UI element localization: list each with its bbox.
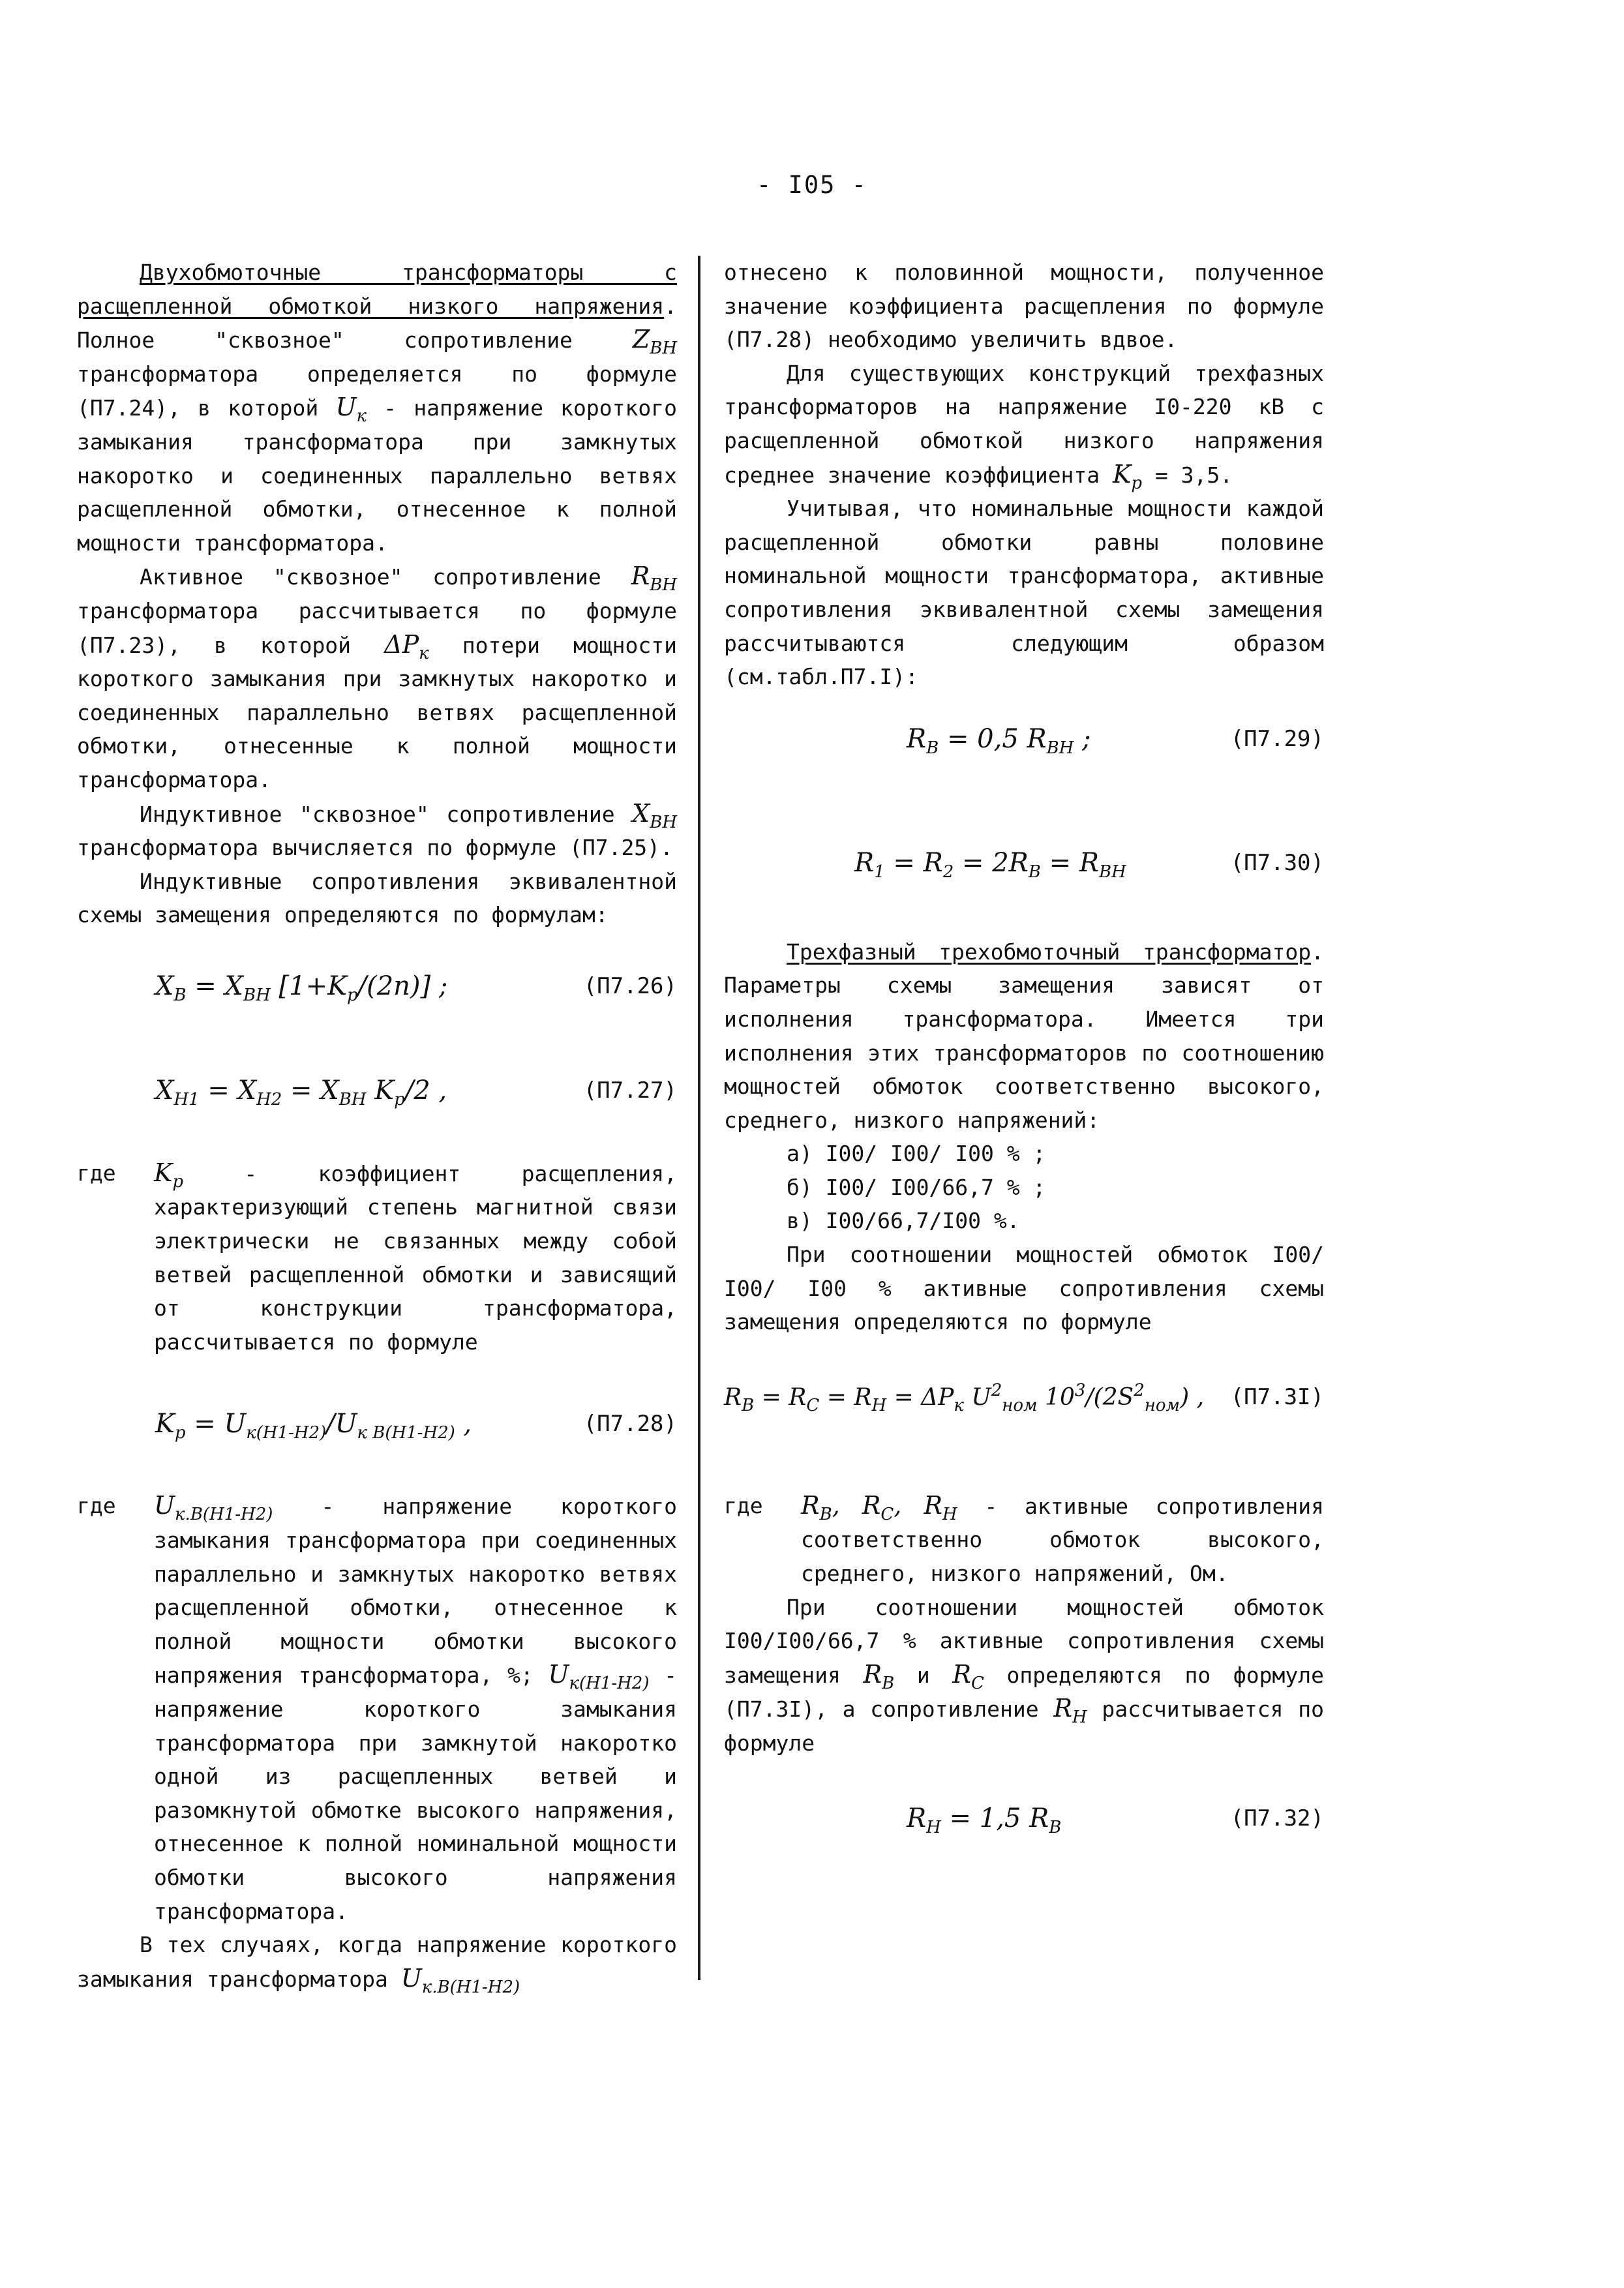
symbol-u-k: $U_к$ [335, 393, 367, 427]
formula-p7-31-expr: $R_В = R_С = R_Н = \Delta P_к$ $U^2_{ном}$ $10^3/(2S^2_{ном})$ , [724, 1381, 1205, 1416]
symbol-k-p: $K_р$ [154, 1158, 184, 1192]
paragraph-inductive-resistance: Индуктивное "сквозное" сопротивление $X_{ВН}$ трансформатора вычисляется по формуле (П7.25). [77, 798, 677, 861]
paragraph-equivalent-inductive: Индуктивные сопротивления эквивалентной схемы замещения определяются по формулам: [77, 868, 677, 928]
formula-p7-27 [77, 1059, 677, 1124]
formula-p7-28-expr: $K_р = U_{к(Н1-Н2)}/U_{к В(Н1-Н2)}$ , [155, 1408, 472, 1443]
formula-p7-26-number: (П7.26) [583, 973, 677, 1000]
left-column [77, 256, 677, 1996]
list-item: в) I00/66,7/I00 %. [787, 1208, 1020, 1234]
symbol-uk-b: $U_{к.В(Н1-Н2)}$ [154, 1491, 273, 1525]
paragraph-three-winding: Трехфазный трехобмоточный трансформатор. Параметры схемы замещения зависят от исполнения трансформатора. Имеется три исполнения этих трансформаторов по соотношению мощностей обмоток соответственно высокого, среднего, низкого напряжений: [724, 939, 1324, 1133]
page-number: - I05 - [757, 171, 867, 199]
paragraph-half-power: отнесено к половинной мощности, полученное значение коэффициента расщепления по формуле (П7.28) необходимо увеличить вдвое. [724, 260, 1324, 353]
formula-p7-30-expr: $R_1 = R_2 = 2R_В = R_{ВН}$ [854, 847, 1126, 882]
symbol-z-bn: $Z_{ВН}$ [632, 325, 677, 359]
where-r-definition: где $R_В$, $R_С$, $R_Н$ - активные сопротивления соответственно обмоток высокого, среднего, низкого напряжений, Ом. [724, 1490, 1324, 1587]
paragraph-in-cases: В тех случаях, когда напряжение короткого замыкания трансформатора $U_{к.В(Н1-Н2)}$ [77, 1932, 677, 1997]
formula-p7-32 [724, 1786, 1324, 1852]
formula-p7-29-expr: $R_В = 0,5$ $R_{ВН}$ ; [907, 723, 1091, 758]
formula-p7-31 [724, 1365, 1324, 1430]
where-kp-definition: где $K_р$ - коэффициент расщепления, характеризующий степень магнитной связи электрически не связанных между собой ветвей расщепленной обмотки и зависящий от конструкции трансформатора, рассчитывается по формуле [77, 1158, 677, 1355]
symbol-x-bn: $X_{ВН}$ [632, 798, 677, 832]
formula-p7-32-expr: $R_Н = 1,5$ $R_В$ [907, 1803, 1062, 1837]
symbol-uk-h1h2: $U_{к(Н1-Н2)}$ [548, 1660, 650, 1694]
right-column [724, 256, 1324, 1852]
symbol-r-b-c-h: $R_В$, $R_С$, $R_Н$ [801, 1490, 957, 1524]
formula-p7-30 [724, 831, 1324, 896]
formula-p7-26-expr: $X_В = X_{ВН}$ $[1+K_р/(2n)]$ ; [155, 971, 448, 1006]
paragraph-ratio-100: При соотношении мощностей обмоток I00/ I00/ I00 % активные сопротивления схемы замещения определяются по формуле [724, 1242, 1324, 1335]
list-item: а) I00/ I00/ I00 % ; [787, 1141, 1046, 1167]
formula-p7-27-expr: $X_{Н1} = X_{Н2} = X_{ВН}$ $K_р/2$ , [155, 1076, 447, 1110]
column-divider [698, 256, 700, 1980]
section-heading-split-winding: Двухобмоточные трансформаторы с расщепленной обмоткой низкого напряжения [77, 260, 677, 319]
formula-p7-26 [77, 954, 677, 1019]
paragraph-existing-designs: Для существующих конструкций трехфазных трансформаторов на напряжение I0-220 кВ с расщепленной обмоткой низкого напряжения среднее значение коэффициента $K_р = 3,5$. [724, 360, 1324, 493]
symbol-k-p-right: $K_р$ [1113, 459, 1143, 493]
paragraph-two-winding-split: Двухобмоточные трансформаторы с расщепленной обмоткой низкого напряжения. Полное "сквозное" сопротивление $Z_{ВН}$ трансформатора определяется по формуле (П7.24), в которой $U_к$ - напряжение короткого замыкания трансформатора при замкнутых накоротко и соединенных параллельно ветвях расщепленной обмотки, отнесенное к полной мощности трансформатора. [77, 260, 677, 556]
formula-p7-31-number: (П7.3I) [1230, 1384, 1324, 1411]
where-uk-definition: где $U_{к.В(Н1-Н2)}$ - напряжение короткого замыкания трансформатора при соединенных параллельно и замкнутых накоротко ветвях расщепленной обмотки, отнесенное к полной мощности обмотки высокого напряжения трансформатора, %; $U_{к(Н1-Н2)}$ - напряжение короткого замыкания трансформатора при замкнутой накоротко одной из расщепленных ветвей и разомкнутой обмотке высокого напряжения, отнесенное к полной номинальной мощности обмотки высокого напряжения трансформатора. [77, 1491, 677, 1924]
formula-p7-27-number: (П7.27) [583, 1077, 677, 1104]
symbol-r-h: $R_Н$ [1053, 1694, 1087, 1728]
formula-p7-29 [724, 707, 1324, 772]
paragraph-nominal-powers: Учитывая, что номинальные мощности каждой расщепленной обмотки равны половине номинальной мощности трансформатора, активные сопротивления эквивалентной схемы замещения рассчитываются следующим образом (см.табл.П7.I): [724, 496, 1324, 690]
formula-p7-30-number: (П7.30) [1230, 849, 1324, 876]
list-item: б) I00/ I00/66,7 % ; [787, 1174, 1046, 1200]
formula-p7-29-number: (П7.29) [1230, 725, 1324, 752]
symbol-r-b: $R_В$ [863, 1659, 895, 1693]
formula-p7-28-number: (П7.28) [583, 1410, 677, 1437]
symbol-r-bn: $R_{ВН}$ [631, 562, 677, 595]
paragraph-active-resistance: Активное "сквозное" сопротивление $R_{ВН}$ трансформатора рассчитывается по формуле (П7.23), в которой $\Delta P_к$ потери мощности короткого замыкания при замкнутых накоротко и соединенных параллельно ветвях расщепленной обмотки, отнесенные к полной мощности трансформатора. [77, 562, 677, 792]
symbol-r-c: $R_С$ [952, 1659, 984, 1693]
formula-p7-32-number: (П7.32) [1230, 1805, 1324, 1831]
symbol-delta-p-k: $\Delta P_к$ [384, 629, 429, 663]
formula-p7-28 [77, 1391, 677, 1456]
symbol-uk-b-2: $U_{к.В(Н1-Н2)}$ [400, 1963, 520, 1997]
section-heading-three-winding: Трехфазный трехобмоточный трансформатор [787, 939, 1312, 965]
paragraph-ratio-66: При соотношении мощностей обмоток I00/I00/66,7 % активные сопротивления схемы замещения $R_В$ и $R_С$ определяются по формуле (П7.3I), а сопротивление $R_Н$ рассчитывается по формуле [724, 1594, 1324, 1756]
